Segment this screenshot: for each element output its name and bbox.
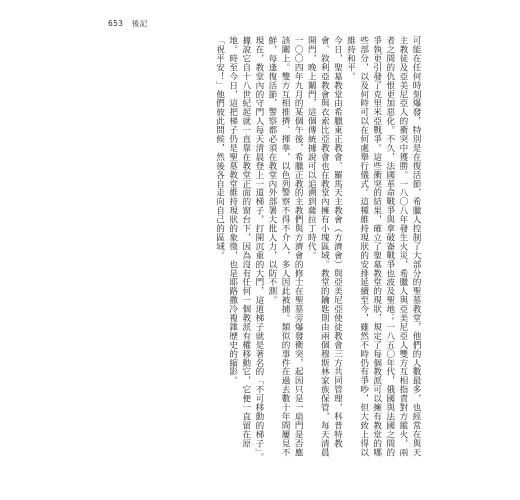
page-number: 653 [108,19,124,28]
section-title: 後記 [131,19,148,28]
page-header [108,18,154,29]
vertical-text-body [112,36,422,464]
paragraph-3: 一〇〇四年九月的某個午後，希臘正教的主教們與方濟會的修士在聖墓旁爆發衝突，起因只是一扇門是否應該關上。雙方互相推擠、揮拳，以色列警察不得不介入，多人因此被捕。類似的事件在過去數十年間屢見不鮮，每逢復活節，警察都必須在教堂內外部署大批人力，以防不測。 [266,36,304,457]
paragraph-2: 今日，聖墓教堂由希臘東正教會、羅馬天主教會（方濟會）與亞美尼亞使徒教會三方共同管理，科普特教會、敘利亞教會與衣索比亞教會也在教堂內擁有小塊區域。教堂的鑰匙則由兩個穆斯林家族保管，每天清晨開門，晚上關門，這個傳統據說可以追溯到薩拉丁時代。 [306,36,343,457]
paragraph-5: 「祝平安！」他們彼此問候，然後各自走向自己的區域。 [214,36,225,260]
paragraph-4: 現在，教堂內的守門人每天清晨登上一道梯子，打開沉重的大門，這道梯子就是著名的「不可移動的梯子」。據說它自十八世紀起就一直靠在教堂正面的窗台下，因為沒有任何一個教派有權移動它，它便一直留在原地。時至今日，這把梯子仍是聖墓教堂維持現狀的象徵，也是耶路撒冷複雜歷史的縮影。 [227,36,264,462]
paragraph-1: 可能在任何時刻爆發，特別是在復活節，希臘人控制了大部分的聖墓教堂，他們的人數最多，也經常在與天主教徒及亞美尼亞人的衝突中獲勝。一八〇八年發生火災，希臘人與亞美尼亞人雙方互相指責對方縱火，兩者之間的仇恨更加惡化。不久，法國革命戰爭與拿破崙戰爭也波及聖地；一八五〇年代，俄國與法國之間的爭執更引發了克里米亞戰爭。這些衝突的結果，確立了聖墓教堂的現狀，規定了每個教派可以擁有教堂的哪些部分，以及何時可以在何處舉行儀式。這種維持現狀的安排延續至今，雖然不時仍有爭吵，但大致上得以維持和平。 [345,36,421,457]
